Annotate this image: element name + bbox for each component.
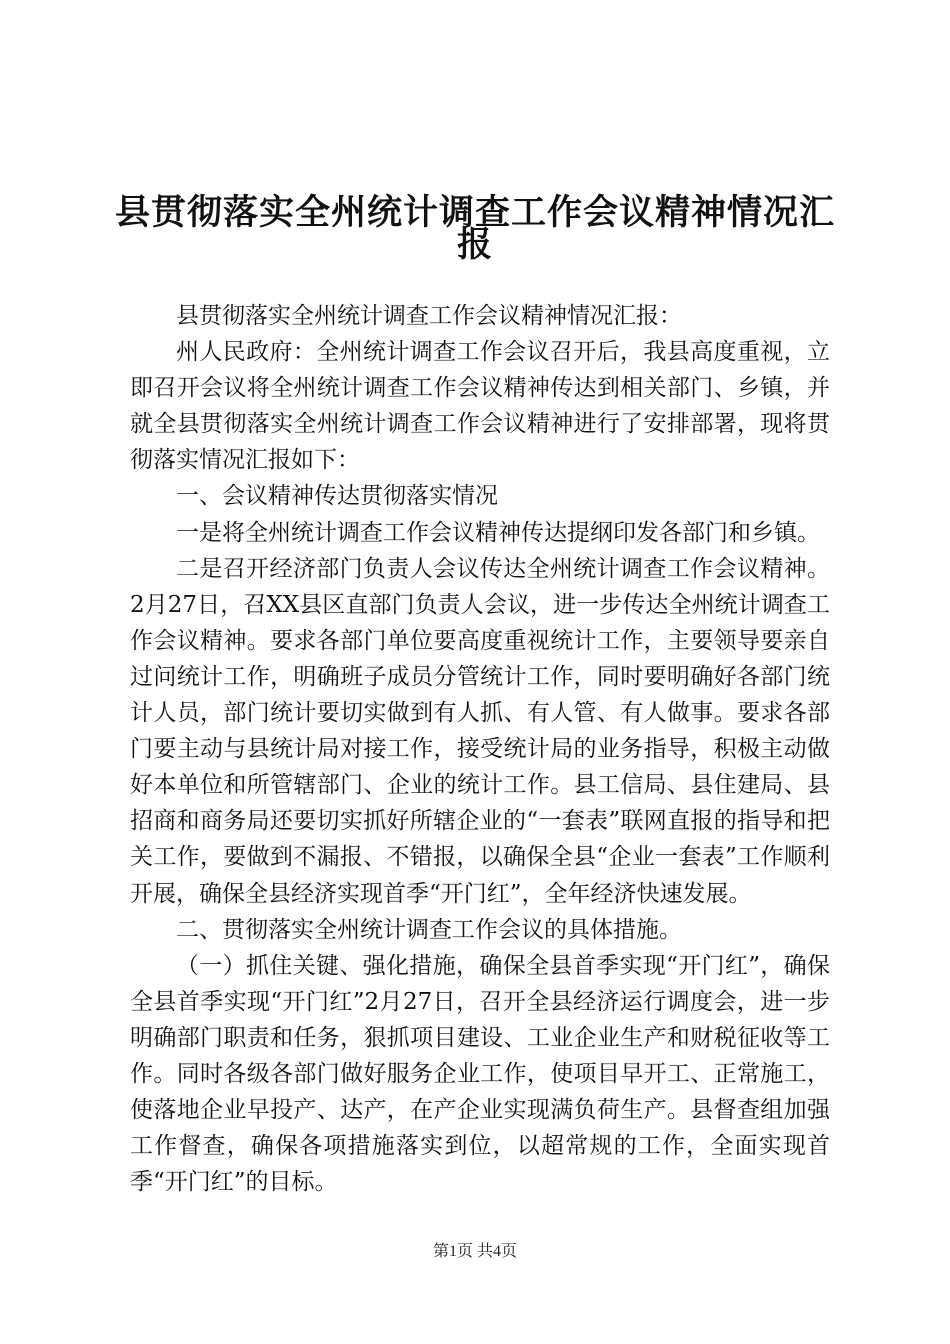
document-body	[130, 298, 830, 1200]
body-paragraph: 州人民政府：全州统计调查工作会议召开后，我县高度重视，立即召开会议将全州统计调查工作会议精神传达到相关部门、乡镇，并就全县贯彻落实全州统计调查工作会议精神进行了安排部署，现将贯彻落实情况汇报如下：	[130, 339, 830, 474]
body-paragraph: 一是将全州统计调查工作会议精神传达提纲印发各部门和乡镇。	[176, 519, 820, 546]
section-heading: 一、会议精神传达贯彻落实情况	[176, 483, 498, 510]
page-footer: 第1页 共4页	[432, 1243, 517, 1260]
body-paragraph: 县贯彻落实全州统计调查工作会议精神情况汇报：	[176, 303, 682, 329]
document-title-line-1: 县贯彻落实全州统计调查工作会议精神情况汇	[114, 192, 835, 233]
body-paragraph: 二是召开经济部门负责人会议传达全州统计调查工作会议精神。2月27日，召XX县区直部门负责人会议，进一步传达全州统计调查工作会议精神。要求各部门单位要高度重视统计工作，主要领导要亲自过问统计工作，明确班子成员分管统计工作，同时要明确好各部门统计人员，部门统计要切实做到有人抓、有人管、有人做事。要求各部门要主动与县统计局对接工作，接受统计局的业务指导，积极主动做好本单位和所管辖部门、企业的统计工作。县工信局、县住建局、县招商和商务局还要切实抓好所辖企业的“一套表”联网直报的指导和把关工作，要做到不漏报、不错报，以确保全县“企业一套表”工作顺利开展，确保全县经济实现首季“开门红”，全年经济快速发展。	[130, 555, 830, 907]
document-title-line-2: 报	[456, 224, 493, 265]
body-paragraph: （一）抓住关键、强化措施，确保全县首季实现“开门红”，确保全县首季实现“开门红”2月27日，召开全县经济运行调度会，进一步明确部门职责和任务，狠抓项目建设、工业企业生产和财税征收等工作。同时各级各部门做好服务企业工作，使项目早开工、正常施工，使落地企业早投产、达产，在产企业实现满负荷生产。县督查组加强工作督查，确保各项措施落实到位，以超常规的工作，全面实现首季“开门红”的目标。	[130, 952, 830, 1196]
section-heading: 二、贯彻落实全州统计调查工作会议的具体措施。	[176, 916, 682, 943]
